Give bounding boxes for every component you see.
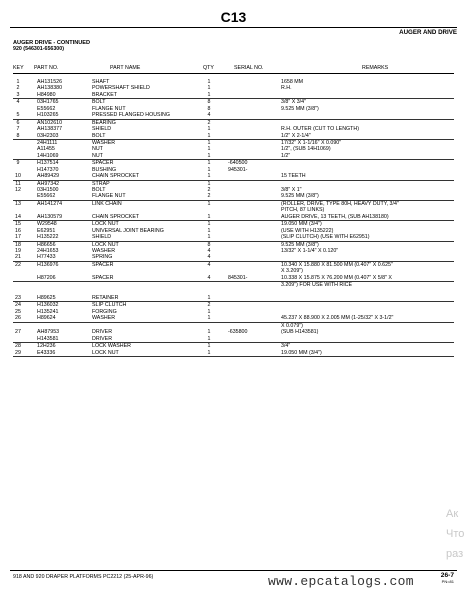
- key-cell: 14: [15, 213, 21, 220]
- header-part-name: PART NAME: [110, 65, 141, 71]
- quantity-cell: 1: [207, 349, 211, 356]
- part-number-cell: H147370: [37, 166, 59, 173]
- remarks-cell: (USE WITH H135222): [281, 227, 334, 234]
- remarks-cell: 1/2", (SUB 14H1069): [281, 146, 331, 153]
- part-name-cell: POWERSHAFT SHIELD: [92, 85, 150, 92]
- key-cell: 21: [15, 254, 21, 261]
- remarks-cell: 17/32" X 1-1/16" X 0.090": [281, 139, 342, 146]
- remarks-cell: 1/2" X 2-1/4": [281, 132, 311, 139]
- remarks-cell: (SLIP CLUTCH) (USE WITH E62951): [281, 234, 370, 241]
- part-name-cell: FORGING: [92, 308, 117, 315]
- header-key: KEY: [13, 65, 24, 71]
- quantity-cell: 1: [207, 213, 211, 220]
- key-cell: 17: [15, 234, 21, 241]
- part-number-cell: H135241: [37, 308, 59, 315]
- quantity-cell: 8: [207, 105, 211, 112]
- quantity-cell: 1: [207, 180, 211, 187]
- part-number-cell: AH141274: [37, 200, 63, 207]
- part-number-cell: H86656: [37, 241, 56, 248]
- part-number-cell: A11455: [37, 146, 55, 153]
- quantity-cell: 1: [207, 308, 211, 315]
- quantity-cell: 1: [207, 343, 211, 350]
- remarks-cell: 10.338 X 15.875 X 76.200 MM (0.407" X 5/8" X: [281, 274, 392, 281]
- key-cell: 1: [16, 79, 20, 85]
- remarks-cell: X 0.079"): [281, 322, 303, 329]
- key-cell: 28: [15, 343, 21, 350]
- serial-number-cell: 945301-: [228, 166, 248, 173]
- part-name-cell: WASHER: [92, 139, 116, 146]
- model-serial-range: 920 (546301-656300): [13, 46, 64, 52]
- key-cell: 2: [16, 85, 20, 92]
- top-rule: [10, 27, 457, 28]
- header-remarks: REMARKS: [362, 65, 389, 71]
- footer-page-number: [441, 572, 454, 584]
- table-row: [13, 214, 454, 221]
- quantity-cell: 2: [207, 119, 211, 126]
- key-cell: 25: [15, 308, 21, 315]
- remarks-cell: PITCH, 87 LINKS): [281, 207, 325, 214]
- part-name-cell: BEARING: [92, 119, 116, 126]
- remarks-cell: 9.525 MM (3/8"): [281, 105, 319, 112]
- remarks-cell: 9.525 MM (3/8"): [281, 241, 319, 248]
- remarks-cell: (SUB H143581): [281, 329, 319, 336]
- part-name-cell: SPRING: [92, 254, 113, 261]
- part-number-cell: E55662: [37, 105, 56, 112]
- part-name-cell: FLANGE NUT: [92, 193, 126, 200]
- table-row: [13, 173, 454, 180]
- remarks-cell: (ROLLER, DRIVE, TYPE 80H, HEAVY DUTY, 3/4": [281, 200, 399, 207]
- quantity-cell: 8: [207, 241, 211, 248]
- quantity-cell: 1: [207, 166, 211, 173]
- table-row: [13, 315, 454, 322]
- part-name-cell: LINK CHAIN: [92, 200, 122, 207]
- part-number-cell: H143581: [37, 335, 59, 342]
- key-cell: 3: [16, 91, 20, 98]
- key-cell: 15: [15, 221, 21, 228]
- table-row: [13, 254, 454, 261]
- part-name-cell: LOCK WASHER: [92, 343, 131, 350]
- parts-table: [13, 79, 454, 357]
- part-name-cell: DRIVER: [92, 329, 113, 336]
- part-number-cell: AN102610: [37, 119, 63, 126]
- part-number-cell: AH87953: [37, 329, 60, 336]
- key-cell: 18: [15, 241, 21, 248]
- key-cell: 4: [16, 99, 20, 106]
- footer-publication: 918 AND 920 DRAPER PLATFORMS PC2212 (25-APR-96): [13, 574, 154, 580]
- key-cell: 8: [16, 132, 20, 139]
- key-cell: 9: [16, 160, 20, 167]
- remarks-cell: 1658 MM: [281, 79, 304, 85]
- footer-rule: [10, 570, 457, 571]
- quantity-cell: 1: [207, 200, 211, 207]
- table-row: [13, 295, 454, 302]
- part-name-cell: WASHER: [92, 247, 116, 254]
- quantity-cell: 2: [207, 193, 211, 200]
- key-cell: 29: [15, 349, 21, 356]
- part-number-cell: 12H236: [37, 343, 56, 350]
- part-name-cell: CHAIN SPROCKET: [92, 213, 140, 220]
- part-name-cell: DRIVER: [92, 335, 113, 342]
- part-name-cell: SPACER: [92, 274, 114, 281]
- table-row: [13, 153, 454, 160]
- serial-number-cell: 845301-: [228, 274, 248, 281]
- part-number-cell: 03H1765: [37, 99, 59, 106]
- part-name-cell: STRAP: [92, 180, 110, 187]
- part-number-cell: AH97342: [37, 180, 60, 187]
- remarks-cell: 3/8" X 3/4": [281, 99, 306, 106]
- subtitle: AUGER DRIVE - CONTINUED: [13, 40, 91, 46]
- page-code: C13: [220, 9, 247, 25]
- quantity-cell: 1: [207, 139, 211, 146]
- part-number-cell: E43336: [37, 349, 56, 356]
- part-name-cell: PRESSED FLANGED HOUSING: [92, 112, 170, 119]
- key-cell: 12: [15, 187, 21, 193]
- quantity-cell: 1: [207, 85, 211, 92]
- section-title: AUGER AND DRIVE: [399, 29, 457, 36]
- key-cell: 23: [15, 295, 21, 301]
- table-row: [13, 234, 454, 241]
- serial-number-cell: -640500: [228, 160, 248, 167]
- table-row: [13, 112, 454, 119]
- part-number-cell: H136976: [37, 261, 59, 268]
- quantity-cell: 4: [207, 247, 211, 254]
- watermark-url: www.epcatalogs.com: [268, 574, 414, 589]
- part-number-cell: AH138377: [37, 126, 63, 133]
- overlay-text: раз: [446, 548, 464, 560]
- part-name-cell: UNIVERSAL JOINT BEARING: [92, 227, 164, 234]
- part-name-cell: BOLT: [92, 132, 106, 139]
- remarks-cell: 19.050 MM (3/4"): [281, 349, 322, 356]
- part-name-cell: CHAIN SPROCKET: [92, 173, 140, 180]
- part-name-cell: BOLT: [92, 99, 106, 106]
- quantity-cell: 1: [207, 152, 211, 159]
- remarks-cell: 3/8" X 1": [281, 187, 302, 193]
- overlay-text: Что: [446, 528, 465, 540]
- serial-number-cell: -635800: [228, 329, 248, 336]
- key-cell: 26: [15, 315, 21, 322]
- key-cell: 5: [16, 112, 20, 119]
- part-number-cell: W29548: [37, 221, 57, 228]
- part-name-cell: BUSHING: [92, 166, 117, 173]
- quantity-cell: 2: [207, 302, 211, 309]
- part-number-cell: AH130579: [37, 213, 63, 220]
- page-sub-number: PN=81: [441, 579, 454, 584]
- part-name-cell: LOCK NUT: [92, 349, 119, 356]
- part-name-cell: BOLT: [92, 187, 106, 193]
- quantity-cell: 1: [207, 132, 211, 139]
- header-qty: QTY: [203, 65, 214, 71]
- key-cell: 19: [15, 247, 21, 254]
- part-number-cell: H77433: [37, 254, 56, 261]
- key-cell: 24: [15, 302, 21, 309]
- quantity-cell: 1: [207, 146, 211, 153]
- part-number-cell: AH138380: [37, 85, 63, 92]
- part-number-cell: E62951: [37, 227, 56, 234]
- part-number-cell: 24H1111: [37, 139, 58, 146]
- table-row: [13, 193, 454, 200]
- part-name-cell: SLIP CLUTCH: [92, 302, 127, 309]
- quantity-cell: 1: [207, 160, 211, 167]
- part-number-cell: 03H1500: [37, 187, 59, 193]
- header-part-no: PART NO.: [34, 65, 59, 71]
- table-row: [13, 92, 454, 99]
- quantity-cell: 1: [207, 173, 211, 180]
- part-number-cell: H89625: [37, 295, 56, 301]
- quantity-cell: 4: [207, 261, 211, 268]
- part-number-cell: H135222: [37, 234, 59, 241]
- quantity-cell: 1: [207, 126, 211, 133]
- quantity-cell: 4: [207, 254, 211, 261]
- header-serial-no: SERIAL NO.: [234, 65, 264, 71]
- table-row: [13, 336, 454, 343]
- remarks-cell: 9.525 MM (3/8"): [281, 193, 319, 200]
- part-name-cell: SHIELD: [92, 234, 112, 241]
- page-number: 26-7: [440, 572, 454, 579]
- key-cell: 7: [16, 126, 20, 133]
- remarks-cell: AUGER DRIVE, 13 TEETH, (SUB AH138180): [281, 213, 389, 220]
- quantity-cell: 1: [207, 79, 211, 85]
- part-number-cell: H84980: [37, 91, 56, 98]
- table-row: [13, 350, 454, 357]
- part-number-cell: H87206: [37, 274, 56, 281]
- part-number-cell: H103265: [37, 112, 59, 119]
- part-name-cell: SHAFT: [92, 79, 110, 85]
- quantity-cell: 1: [207, 335, 211, 342]
- part-number-cell: H136032: [37, 302, 59, 309]
- part-number-cell: AH89429: [37, 173, 60, 180]
- key-cell: 16: [15, 227, 21, 234]
- key-cell: 10: [15, 173, 21, 180]
- part-number-cell: AH131526: [37, 79, 63, 85]
- part-number-cell: E55662: [37, 193, 56, 200]
- part-name-cell: LOCK NUT: [92, 241, 119, 248]
- part-number-cell: 24H1653: [37, 247, 59, 254]
- key-cell: 22: [15, 261, 21, 268]
- header-rule: [13, 73, 454, 74]
- quantity-cell: 8: [207, 99, 211, 106]
- quantity-cell: 1: [207, 295, 211, 301]
- part-number-cell: 14H1069: [37, 152, 59, 159]
- key-cell: 13: [15, 200, 21, 207]
- key-cell: 27: [15, 329, 21, 336]
- remarks-cell: 3.209") FOR USE WITH RICE: [281, 282, 353, 289]
- part-name-cell: SPACER: [92, 160, 114, 167]
- part-name-cell: WASHER: [92, 315, 116, 322]
- part-name-cell: LOCK NUT: [92, 221, 119, 228]
- remarks-cell: 10.340 X 15.880 X 81.500 MM (0.407" X 0.625": [281, 261, 393, 268]
- part-name-cell: FLANGE NUT: [92, 105, 126, 112]
- key-cell: 11: [15, 180, 21, 187]
- remarks-cell: 15 TEETH: [281, 173, 306, 180]
- part-number-cell: H137514: [37, 160, 59, 167]
- part-name-cell: BRACKET: [92, 91, 118, 98]
- table-row: [13, 133, 454, 140]
- quantity-cell: 2: [207, 187, 211, 193]
- table-row: [13, 275, 454, 282]
- quantity-cell: 4: [207, 274, 211, 281]
- part-name-cell: RETAINER: [92, 295, 119, 301]
- part-name-cell: NUT: [92, 146, 103, 153]
- remarks-cell: R.H. OUTER (CUT TO LENGTH): [281, 126, 359, 133]
- quantity-cell: 1: [207, 91, 211, 98]
- part-number-cell: H89624: [37, 315, 56, 322]
- key-cell: 6: [16, 119, 20, 126]
- overlay-text: Ак: [446, 508, 459, 520]
- remarks-cell: X 3.209"): [281, 268, 303, 275]
- remarks-cell: 1/2": [281, 152, 291, 159]
- quantity-cell: 1: [207, 227, 211, 234]
- remarks-cell: 19.050 MM (3/4"): [281, 221, 322, 228]
- quantity-cell: 4: [207, 112, 211, 119]
- quantity-cell: 1: [207, 329, 211, 336]
- part-name-cell: SPACER: [92, 261, 114, 268]
- quantity-cell: 1: [207, 315, 211, 322]
- quantity-cell: 1: [207, 221, 211, 228]
- part-name-cell: SHIELD: [92, 126, 112, 133]
- remarks-cell: 45.237 X 88.900 X 2.005 MM (1-25/32" X 3-1/2": [281, 315, 394, 322]
- part-number-cell: 03H2303: [37, 132, 59, 139]
- part-name-cell: NUT: [92, 152, 103, 159]
- remarks-cell: 3/4": [281, 343, 291, 350]
- quantity-cell: 1: [207, 234, 211, 241]
- remarks-cell: 13/32" X 1-1/4" X 0.120": [281, 247, 339, 254]
- remarks-cell: R.H.: [281, 85, 292, 92]
